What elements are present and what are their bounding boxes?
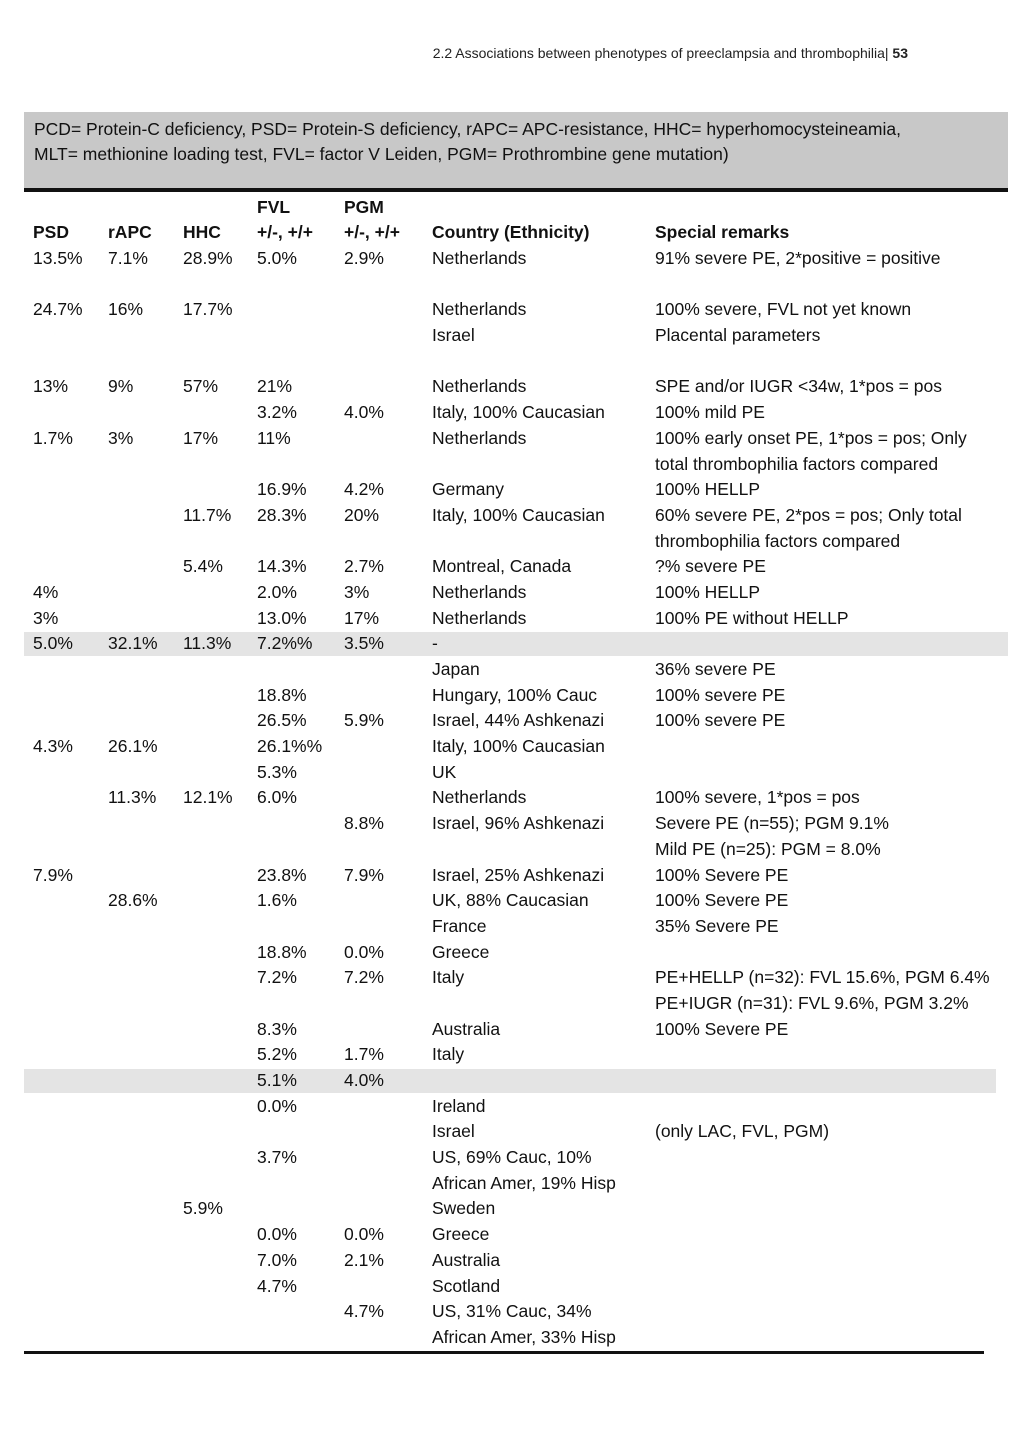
header-separator: | [884, 45, 889, 61]
cell-hhc: 28.9% [183, 248, 233, 268]
cell-country: US, 31% Cauc, 34% [432, 1301, 592, 1322]
cell-rem: 100% Severe PE [655, 1018, 789, 1039]
cell-rem: total thrombophilia factors compared [655, 453, 939, 474]
cell-rapc: 26.1% [108, 736, 158, 757]
table-row [24, 1274, 1008, 1300]
table-header-row [24, 194, 1008, 246]
legend-line-1: PCD= Protein-C deficiency, PSD= Protein-S deficiency, rAPC= APC-resistance, HHC= hyperhomocysteineamia, [34, 119, 901, 139]
cell-rapc: 9% [108, 376, 134, 397]
table-row [24, 1222, 1008, 1248]
cell-fvl: 21% [257, 376, 293, 397]
header-country: Country (Ethnicity) [432, 222, 590, 242]
cell-rem: 100% HELLP [655, 479, 761, 500]
cell-country: France [432, 915, 487, 936]
table-row [24, 503, 1008, 529]
table-row [24, 400, 1008, 426]
cell-fvl: 28.3% [257, 504, 307, 525]
cell-pgm: 3.5% [344, 633, 384, 654]
cell-psd: 3% [33, 607, 59, 628]
legend-line-2: MLT= methionine loading test, FVL= factor V Leiden, PGM= Prothrombine gene mutation) [34, 144, 729, 164]
row-shading [24, 632, 1008, 656]
table-body [24, 246, 1008, 1351]
cell-fvl: 1.6% [257, 890, 297, 911]
cell-fvl: 23.8% [257, 864, 307, 885]
cell-country: Hungary, 100% Cauc [432, 684, 598, 705]
cell-pgm: 2.9% [344, 248, 384, 268]
table-row [24, 914, 1008, 940]
cell-country: US, 69% Cauc, 10% [432, 1147, 592, 1168]
cell-fvl: 3.2% [257, 402, 297, 423]
cell-country: Israel, 44% Ashkenazi [432, 710, 605, 731]
table-top-rule [24, 188, 1008, 192]
cell-country: Scotland [432, 1275, 501, 1296]
cell-country: UK, 88% Caucasian [432, 890, 589, 911]
header-pgm: PGM [344, 197, 384, 217]
cell-country: Montreal, Canada [432, 556, 572, 577]
cell-country: Netherlands [432, 787, 527, 808]
cell-fvl: 7.2% [257, 967, 297, 988]
header-psd: PSD [33, 222, 69, 242]
cell-rem: 60% severe PE, 2*pos = pos; Only total [655, 504, 962, 525]
cell-hhc: 5.9% [183, 1198, 223, 1219]
table-row [24, 1094, 1008, 1120]
cell-hhc: 17.7% [183, 299, 233, 320]
table-row [24, 1299, 1008, 1325]
cell-rem: thrombophilia factors compared [655, 530, 901, 551]
cell-pgm: 2.7% [344, 556, 384, 577]
cell-fvl: 26.5% [257, 710, 307, 731]
cell-fvl: 5.1% [257, 1070, 297, 1090]
header-pgm-genotype: +/-, +/+ [344, 222, 400, 242]
cell-psd: 13.5% [33, 248, 83, 268]
cell-psd: 13% [33, 376, 69, 397]
table-row [24, 631, 1008, 657]
cell-fvl: 7.0% [257, 1249, 297, 1270]
cell-fvl: 6.0% [257, 787, 297, 808]
table-row [24, 477, 1008, 503]
cell-country: Netherlands [432, 376, 527, 397]
table-row [24, 452, 1008, 478]
cell-country: Japan [432, 659, 480, 679]
cell-country: Germany [432, 479, 504, 500]
cell-rem: 100% Severe PE [655, 890, 789, 911]
cell-pgm: 7.2% [344, 967, 384, 988]
table-row [24, 1196, 1008, 1222]
cell-pgm: 17% [344, 607, 380, 628]
table-row [24, 349, 1008, 375]
table-row [24, 580, 1008, 606]
cell-country: UK [432, 761, 457, 782]
cell-pgm: 20% [344, 504, 380, 525]
header-hhc: HHC [183, 222, 221, 242]
cell-rem: 36% severe PE [655, 659, 776, 679]
table-row [24, 1017, 1008, 1043]
cell-rapc: 3% [108, 427, 134, 448]
table-bottom-rule [24, 1351, 984, 1354]
cell-rem: 100% early onset PE, 1*pos = pos; Only [655, 427, 967, 448]
table-row [24, 1325, 1008, 1351]
cell-country: African Amer, 19% Hisp [432, 1172, 616, 1193]
table-row [24, 1119, 1008, 1145]
table-row [24, 554, 1008, 580]
cell-hhc: 11.7% [183, 504, 232, 525]
cell-fvl: 18.8% [257, 684, 307, 705]
cell-country: Netherlands [432, 248, 527, 268]
table-row [24, 683, 1008, 709]
cell-pgm: 4.0% [344, 402, 384, 423]
header-remarks: Special remarks [655, 222, 790, 242]
table-row [24, 837, 1008, 863]
cell-fvl: 14.3% [257, 556, 307, 577]
cell-rapc: 16% [108, 299, 144, 320]
cell-country: Italy, 100% Caucasian [432, 402, 605, 423]
cell-pgm: 2.1% [344, 1249, 384, 1270]
table-row [24, 863, 1008, 889]
cell-rem: 100% severe PE [655, 684, 786, 705]
cell-hhc: 5.4% [183, 556, 223, 577]
cell-psd: 5.0% [33, 633, 73, 654]
cell-rapc: 7.1% [108, 248, 148, 268]
table-row [24, 657, 1008, 683]
cell-fvl: 18.8% [257, 941, 307, 962]
table-row [24, 785, 1008, 811]
header-rapc: rAPC [108, 222, 152, 242]
table-row [24, 297, 1008, 323]
cell-psd: 4.3% [33, 736, 73, 757]
cell-pgm: 8.8% [344, 813, 384, 834]
cell-country: Netherlands [432, 581, 527, 602]
table-row [24, 708, 1008, 734]
cell-country: Italy [432, 1044, 465, 1065]
table-row [24, 1042, 1008, 1068]
table-row [24, 1248, 1008, 1274]
cell-country: Australia [432, 1018, 501, 1039]
cell-country: Italy, 100% Caucasian [432, 736, 605, 757]
running-title: 2.2 Associations between phenotypes of preeclampsia and thrombophilia [432, 45, 885, 61]
cell-country: Israel [432, 325, 475, 346]
cell-fvl: 7.2%% [257, 633, 313, 654]
cell-country: Israel, 96% Ashkenazi [432, 813, 605, 834]
cell-fvl: 11% [257, 427, 291, 448]
cell-pgm: 4.0% [344, 1070, 384, 1090]
cell-pgm: 0.0% [344, 1224, 384, 1245]
table-row [24, 323, 1008, 349]
cell-country: Greece [432, 941, 490, 962]
cell-rem: 100% Severe PE [655, 864, 789, 885]
table-row [24, 606, 1008, 632]
cell-hhc: 12.1% [183, 787, 233, 808]
cell-country: Israel, 25% Ashkenazi [432, 864, 605, 885]
cell-country: Australia [432, 1249, 501, 1270]
cell-rem: ?% severe PE [655, 556, 766, 577]
table-row [24, 529, 1008, 555]
cell-psd: 1.7% [33, 427, 73, 448]
cell-pgm: 4.7% [344, 1301, 384, 1322]
table-row [24, 272, 1008, 298]
cell-fvl: 0.0% [257, 1224, 297, 1245]
cell-rem: 91% severe PE, 2*positive = positive [655, 248, 941, 268]
cell-fvl: 16.9% [257, 479, 307, 500]
cell-country: Italy, 100% Caucasian [432, 504, 605, 525]
cell-fvl: 3.7% [257, 1147, 297, 1168]
cell-pgm: 7.9% [344, 864, 384, 885]
cell-psd: 24.7% [33, 299, 83, 320]
cell-psd: 4% [33, 581, 59, 602]
table-row [24, 1068, 1008, 1094]
table-row [24, 1171, 1008, 1197]
cell-country: Greece [432, 1224, 490, 1245]
cell-country: - [432, 633, 438, 654]
table-row [24, 940, 1008, 966]
cell-rem: 100% severe, FVL not yet known [655, 299, 912, 320]
header-fvl-genotype: +/-, +/+ [257, 222, 313, 242]
cell-hhc: 11.3% [183, 633, 232, 654]
table-row [24, 246, 1008, 272]
running-header [433, 45, 908, 61]
cell-country: Netherlands [432, 299, 527, 320]
cell-rapc: 32.1% [108, 633, 158, 654]
cell-rem: 100% severe, 1*pos = pos [655, 787, 860, 808]
cell-rem: SPE and/or IUGR <34w, 1*pos = pos [655, 376, 942, 397]
cell-fvl: 5.2% [257, 1044, 297, 1065]
cell-rapc: 11.3% [108, 787, 157, 808]
cell-fvl: 8.3% [257, 1018, 297, 1039]
abbreviation-legend [24, 112, 1008, 188]
table-row [24, 734, 1008, 760]
thrombophilia-table [24, 194, 1008, 1351]
cell-rem: 100% PE without HELLP [655, 607, 849, 628]
cell-hhc: 57% [183, 376, 219, 397]
table-row [24, 760, 1008, 786]
cell-rapc: 28.6% [108, 890, 158, 911]
cell-pgm: 1.7% [344, 1044, 384, 1065]
cell-fvl: 0.0% [257, 1095, 297, 1116]
cell-country: Netherlands [432, 607, 527, 628]
cell-psd: 7.9% [33, 864, 73, 885]
cell-country: Israel [432, 1121, 475, 1142]
cell-rem: 35% Severe PE [655, 915, 779, 936]
cell-rem: 100% mild PE [655, 402, 765, 423]
row-shading [24, 1069, 996, 1093]
cell-country: Italy [432, 967, 465, 988]
page-number: 53 [892, 45, 908, 61]
cell-rem: (only LAC, FVL, PGM) [655, 1121, 830, 1142]
cell-rem: Placental parameters [655, 325, 821, 346]
cell-rem: Mild PE (n=25): PGM = 8.0% [655, 838, 881, 859]
cell-pgm: 0.0% [344, 941, 384, 962]
table-row [24, 991, 1008, 1017]
cell-fvl: 13.0% [257, 607, 307, 628]
cell-country: Netherlands [432, 427, 527, 448]
table-row [24, 1145, 1008, 1171]
cell-rem: 100% severe PE [655, 710, 786, 731]
cell-hhc: 17% [183, 427, 219, 448]
cell-rem: PE+HELLP (n=32): FVL 15.6%, PGM 6.4% [655, 967, 990, 988]
cell-fvl: 5.3% [257, 761, 297, 782]
table-row [24, 965, 1008, 991]
cell-country: Ireland [432, 1095, 486, 1116]
cell-country: African Amer, 33% Hisp [432, 1326, 616, 1347]
cell-rem: 100% HELLP [655, 581, 761, 602]
table-row [24, 888, 1008, 914]
table-row [24, 374, 1008, 400]
cell-pgm: 3% [344, 581, 370, 602]
cell-pgm: 5.9% [344, 710, 384, 731]
cell-rem: Severe PE (n=55); PGM 9.1% [655, 813, 889, 834]
cell-pgm: 4.2% [344, 479, 384, 500]
cell-fvl: 2.0% [257, 581, 297, 602]
cell-rem: PE+IUGR (n=31): FVL 9.6%, PGM 3.2% [655, 992, 969, 1013]
cell-fvl: 5.0% [257, 248, 297, 268]
header-fvl: FVL [257, 197, 291, 217]
table-row [24, 811, 1008, 837]
table-row [24, 426, 1008, 452]
cell-fvl: 4.7% [257, 1275, 297, 1296]
cell-fvl: 26.1%% [257, 736, 323, 757]
cell-country: Sweden [432, 1198, 496, 1219]
